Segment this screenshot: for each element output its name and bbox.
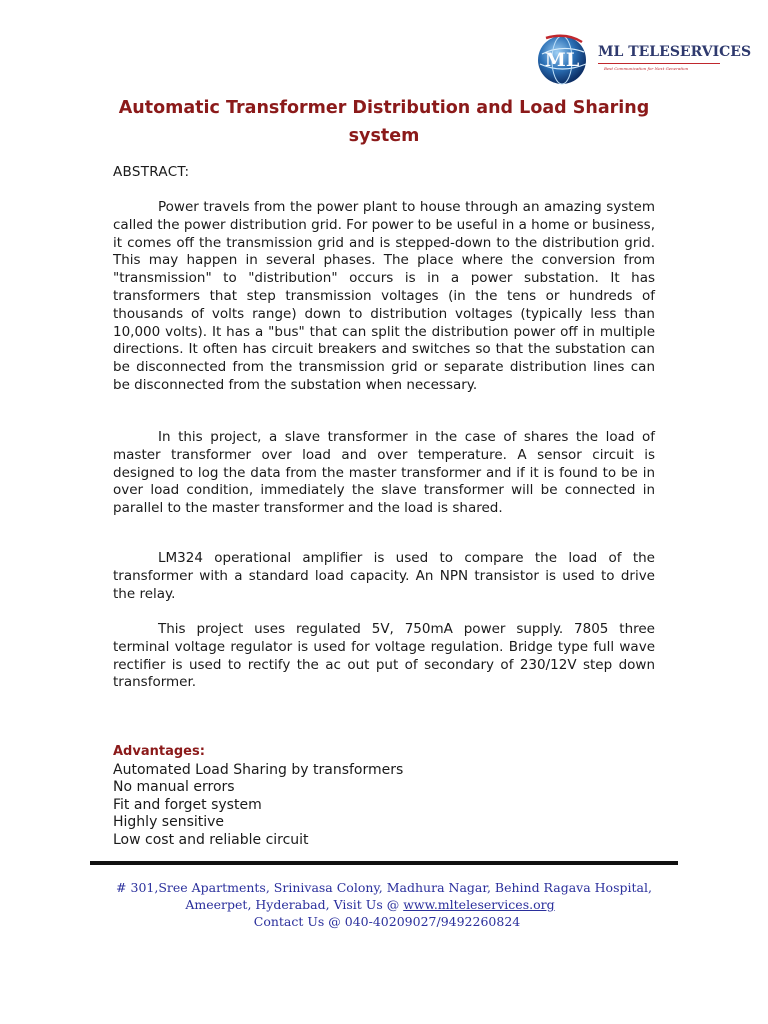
advantage-item: Highly sensitive bbox=[113, 814, 225, 831]
website-link[interactable]: www.mlteleservices.org bbox=[403, 897, 555, 912]
footer-divider bbox=[90, 861, 678, 865]
logo-monogram: ML bbox=[544, 49, 580, 71]
advantage-item: Fit and forget system bbox=[113, 796, 262, 813]
footer-contact: Contact Us @ 040-40209027/9492260824 bbox=[253, 914, 521, 929]
abstract-paragraph-3: LM324 operational amplifier is used to compare the load of the transformer with a standard load capacity. An NPN transistor is used to drive the relay. bbox=[113, 550, 655, 602]
company-tagline: Best Communication for Next Generation bbox=[604, 66, 689, 71]
advantages-list bbox=[113, 762, 403, 849]
abstract-paragraph-4: This project uses regulated 5V, 750mA power supply. 7805 three terminal voltage regulator is used for voltage regulation. Bridge type full wave rectifier is used to rectify the ac out put of secondary of 230/12V step down transformer. bbox=[113, 621, 655, 691]
logo-divider bbox=[598, 63, 720, 64]
company-logo bbox=[532, 30, 752, 86]
document-title: Automatic Transformer Distribution and Load Sharing system bbox=[118, 98, 650, 146]
company-name: ML TELESERVICES bbox=[598, 44, 752, 60]
advantage-item: No manual errors bbox=[113, 779, 235, 796]
footer-address-line-2 bbox=[62, 896, 678, 913]
advantage-item: Automated Load Sharing by transformers bbox=[113, 762, 404, 778]
abstract-heading: ABSTRACT: bbox=[113, 164, 190, 180]
globe-icon bbox=[532, 30, 596, 86]
footer bbox=[90, 879, 678, 930]
footer-visit-text: Ameerpet, Hyderabad, Visit Us @ bbox=[185, 897, 404, 912]
abstract-paragraph-2: In this project, a slave transformer in the case of shares the load of master transformer over load and over temperature. A sensor circuit is designed to log the data from the master transformer and if it is found to be in over load condition, immediately the slave transformer will be connected in parallel to the master transformer and the load is shared. bbox=[113, 429, 655, 517]
advantage-item: Low cost and reliable circuit bbox=[113, 831, 309, 848]
footer-address-line-1: # 301,Sree Apartments, Srinivasa Colony, Madhura Nagar, Behind Ragava Hospital, bbox=[116, 880, 652, 895]
abstract-paragraph-1: Power travels from the power plant to house through an amazing system called the power distribution grid. For power to be useful in a home or business, it comes off the transmission grid and is stepped-down to the distribution grid. This may happen in several phases. The place where the conversion from "transmission" to "distribution" occurs is in a power substation. It has transformers that step transmission voltages (in the tens or hundreds of thousands of volts range) down to distribution voltages (typically less than 10,000 volts). It has a "bus" that can split the distribution power off in multiple directions. It often has circuit breakers and switches so that the substation can be disconnected from the transmission grid or separate distribution lines can be disconnected from the substation when necessary. bbox=[113, 199, 655, 393]
advantages-heading: Advantages: bbox=[113, 744, 205, 759]
